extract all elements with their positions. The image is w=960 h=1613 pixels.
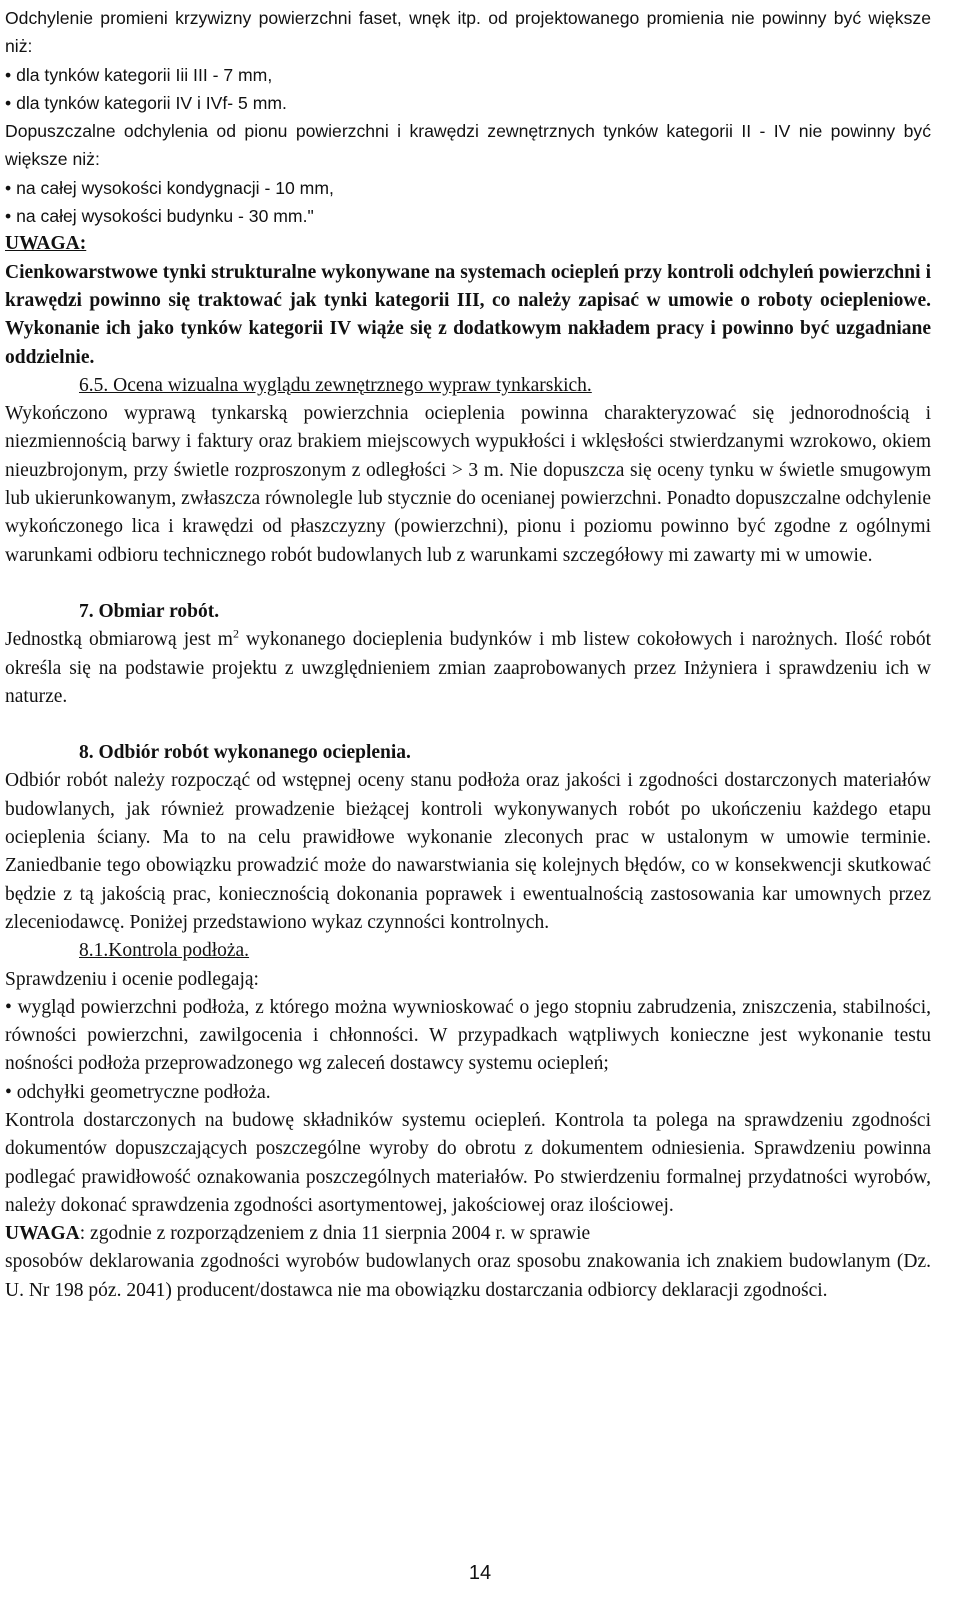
bullet-item: • na całej wysokości kondygnacji - 10 mm, (5, 174, 931, 202)
section-intro-8-1: Sprawdzeniu i ocenie podlegają: (5, 968, 259, 990)
section-heading-8-1: 8.1.Kontrola podłoża. (79, 940, 250, 962)
spacer (5, 570, 931, 598)
text-run: : zgodnie z rozporządzeniem z dnia 11 sierpnia 2004 r. w sprawie (79, 1223, 591, 1245)
section-text-8-1: Kontrola dostarczonych na budowę składników systemu ociepleń. Kontrola ta polega na sprawdzeniu zgodności dokumentów dopuszczających poszczególne wyroby do obrotu z dokumentem odniesienia. Sprawdzeniu powinna podlegać prawidłowość oznakowania poszczególnych materiałów. Po stwierdzeniu formalnej przydatności wyrobów, należy dokonać sprawdzenia zgodności asortymentowej, jakościowej oraz ilościowej. (5, 1109, 931, 1216)
note-label: UWAGA (5, 1223, 80, 1245)
text-run: wykonanego docieplenia budynków i mb listew cokołowych i narożnych. Ilość robót określa się na podstawie projektu z uwzględnieniem zmian zaaprobowanych przez Inżyniera i sprawdzeniu ich w naturze. (5, 629, 932, 707)
superscript: 2 (232, 626, 239, 641)
paragraph-curvature: Odchylenie promieni krzywizny powierzchni faset, wnęk itp. od projektowanego promienia nie powinny być większe niż: (5, 8, 931, 57)
bullet-item: • na całej wysokości budynku - 30 mm." (5, 202, 931, 230)
bullet-item: • dla tynków kategorii Iii III - 7 mm, (5, 61, 931, 89)
paragraph-plumb: Dopuszczalne odchylenia od pionu powierzchni i krawędzi zewnętrznych tynków kategorii II - IV nie powinny być większe niż: (5, 121, 931, 170)
section-heading-6-5: 6.5. Ocena wizualna wyglądu zewnętrznego wypraw tynkarskich. (79, 374, 592, 396)
bullet-item: • dla tynków kategorii IV i IVf- 5 mm. (5, 89, 931, 117)
bullet-item: • odchyłki geometryczne podłoża. (5, 1079, 931, 1107)
section-heading-8: 8. Odbiór robót wykonanego ocieplenia. (79, 742, 411, 764)
page-number: 14 (468, 1562, 492, 1584)
section-heading-7: 7. Obmiar robót. (79, 600, 220, 622)
note-heading: UWAGA: (5, 233, 87, 255)
section-text-7 (5, 626, 931, 711)
note-text: sposobów deklarowania zgodności wyrobów budowlanych oraz sposobu znakowania ich znakiem budowlanym (Dz. U. Nr 198 póz. 2041) producent/dostawca nie ma obowiązku dostarczania odbiorcy deklaracji zgodności. (5, 1251, 931, 1301)
note-line (5, 1220, 931, 1248)
spacer (5, 711, 931, 739)
section-text-8: Odbiór robót należy rozpocząć od wstępnej oceny stanu podłoża oraz jakości i zgodności dostarczonych materiałów budowlanych, jak również prowadzenie bieżącej kontroli wykonywanych robót po ukończeniu każdego etapu ocieplenia ściany. Ma to na celu prawidłowe wykonanie zleconych prac w ustalonym w umowie terminie. Zaniedbanie tego obowiązku prowadzić może do nawarstwiania się kolejnych błędów, co w konsekwencji skutkować będzie z tą jakością prac, koniecznością dokonania poprawek i ewentualnością zastosowania kar umownych przez zleceniodawcę. Poniżej przedstawiono wykaz czynności kontrolnych. (5, 770, 931, 933)
note-text: Cienkowarstwowe tynki strukturalne wykonywane na systemach ociepleń przy kontroli odchyleń powierzchni i krawędzi powinno się traktować jak tynki kategorii III, co należy zapisać w umowie o roboty ociepleniowe. Wykonanie ich jako tynków kategorii IV wiąże się z dodatkowym nakładem pracy i powinno być uzgadniane oddzielnie. (5, 261, 931, 368)
text-run: Jednostką obmiarową jest m (5, 629, 233, 651)
document-page (5, 4, 931, 1305)
section-text-6-5: Wykończono wyprawą tynkarską powierzchnia ocieplenia powinna charakteryzować się jednorodnością i niezmiennością barwy i faktury oraz brakiem miejscowych wypukłości i wklęsłości stwierdzanymi wzrokowo, okiem nieuzbrojonym, przy świetle rozproszonym z odległości > 3 m. Nie dopuszcza się oceny tynku w świetle smugowym lub ukierunkowanym, zwłaszcza równolegle lub stycznie do ocenianej powierzchni. Ponadto dopuszczalne odchylenie wykończonego lica i krawędzi od płaszczyzny (powierzchni), pionu i poziomu powinno być zgodne z ogólnymi warunkami odbioru technicznego robót budowlanych lub z warunkami szczegółowy mi zawarty mi w umowie. (5, 403, 931, 566)
bullet-item: • wygląd powierzchni podłoża, z którego można wywnioskować o jego stopniu zabrudzenia, zniszczenia, stabilności, równości powierzchni, zawilgocenia i chłonności. W przypadkach wątpliwych konieczne jest wykonanie testu nośności podłoża przeprowadzonego wg zaleceń dostawcy systemu ociepleń; (5, 994, 931, 1079)
